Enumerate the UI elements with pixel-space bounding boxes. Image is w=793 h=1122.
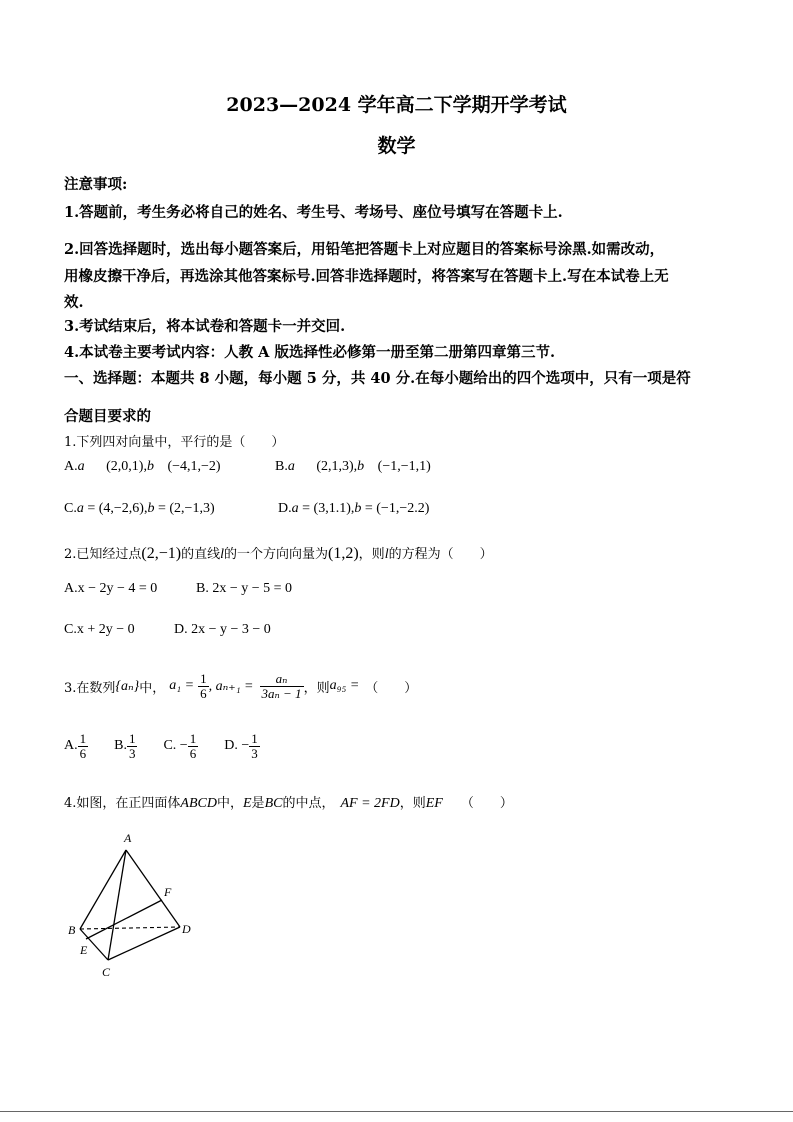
q1-c-label: C. bbox=[64, 501, 77, 516]
q4-stem-part-1: 4.如图，在正四面体 bbox=[64, 796, 181, 811]
q1-b-vec-a: (2,1,3) bbox=[316, 459, 354, 474]
q3-a1-den: 6 bbox=[200, 685, 207, 701]
q4-stem-part-5: ，则 bbox=[399, 796, 426, 811]
label-d: D bbox=[182, 922, 191, 936]
q4-condition: AF = 2FD bbox=[340, 796, 400, 811]
q3-stem-part-4: （ ） bbox=[365, 680, 418, 696]
q1-option-c: C.a = (4,−2,6),b = (2,−1,3) bbox=[64, 501, 215, 516]
q1-b-vec-b: (−1,−1,1) bbox=[377, 459, 431, 474]
q3-a-fraction bbox=[78, 732, 89, 760]
q1-option-b: B.a (2,1,3),b (−1,−1,1) bbox=[275, 459, 431, 474]
q4-stem bbox=[64, 792, 513, 812]
q3-options bbox=[64, 726, 260, 766]
q3-stem-part-2: 中， bbox=[139, 680, 166, 696]
q3-a1-fraction bbox=[198, 672, 209, 700]
note-2-line-3: 效. bbox=[64, 294, 84, 311]
q2-stem-part-5: 的方程为（ ） bbox=[388, 547, 493, 562]
q3-rec-den: 3aₙ − 1 bbox=[261, 685, 302, 701]
section-1-line-2: 合题目要求的 bbox=[64, 408, 151, 425]
q3-rec-num: aₙ bbox=[260, 672, 304, 687]
label-f: F bbox=[164, 885, 172, 899]
note-1: 1.答题前，考生务必将自己的姓名、考生号、考场号、座位号填写在答题卡上. bbox=[64, 204, 563, 221]
label-e: E bbox=[80, 943, 88, 957]
q4-stem-part-4: 的中点， bbox=[282, 796, 335, 811]
q2-option-a: A.x − 2y − 4 = 0 bbox=[64, 581, 158, 596]
q3-sequence: {aₙ} bbox=[115, 678, 140, 694]
note-4: 4.本试卷主要考试内容：人教 A 版选择性必修第一册至第二册第四章第三节. bbox=[64, 344, 556, 361]
q1-stem: 1.下列四对向量中，平行的是（ ） bbox=[64, 435, 285, 450]
q1-a-vec-b: (−4,1,−2) bbox=[167, 459, 221, 474]
q2-stem-part-1: 2.已知经过点 bbox=[64, 547, 142, 562]
q2-option-d: D. 2x − y − 3 − 0 bbox=[174, 622, 271, 637]
q3-c-num: 1 bbox=[189, 730, 197, 746]
q3-c-den: 6 bbox=[189, 745, 197, 761]
q1-a-label: A. bbox=[64, 459, 78, 474]
q3-c-fraction bbox=[188, 732, 199, 760]
edge-ad bbox=[126, 850, 180, 927]
q3-recurrence: , aₙ₊₁ = bbox=[208, 678, 254, 694]
q2-stem-part-2: 的直线 bbox=[181, 547, 221, 562]
q2-option-c: C.x + 2y − 0 bbox=[64, 622, 135, 637]
section-1-line-1: 一、选择题：本题共 8 小题，每小题 5 分，共 40 分.在每小题给出的四个选项中，只有一项是符 bbox=[64, 370, 691, 387]
q4-segment-bc: BC bbox=[264, 796, 283, 811]
notes-heading: 注意事项: bbox=[64, 176, 128, 193]
q4-target: EF bbox=[425, 796, 443, 811]
q2-option-b: B. 2x − y − 5 = 0 bbox=[196, 581, 293, 596]
q3-b-fraction bbox=[127, 732, 138, 760]
q1-d-label: D. bbox=[278, 501, 292, 516]
q1-option-d: D.a = (3,1.1),b = (−1,−2.2) bbox=[278, 501, 430, 516]
q4-point-e: E bbox=[242, 796, 252, 811]
subject-title: 数学 bbox=[377, 135, 416, 157]
q3-stem-part-3: ，则 bbox=[303, 680, 330, 696]
q2-stem-part-4: ，则 bbox=[358, 547, 385, 562]
q3-d-den: 3 bbox=[251, 745, 258, 761]
q2-point: (2,−1) bbox=[141, 545, 182, 562]
q3-a-den: 6 bbox=[79, 745, 87, 761]
q2-line-var-2: l bbox=[384, 547, 389, 562]
label-c: C bbox=[102, 965, 111, 979]
q3-stem bbox=[64, 666, 417, 706]
q3-a1: a₁ = bbox=[169, 678, 195, 693]
note-2-line-1: 2.回答选择题时，选出每小题答案后，用铅笔把答题卡上对应题目的答案标号涂黑.如需改动， bbox=[64, 241, 665, 258]
q1-a-vec-a: (2,0,1) bbox=[106, 459, 144, 474]
q1-b-label: B. bbox=[275, 459, 288, 474]
segment-ef bbox=[86, 900, 162, 939]
q1-d-vec-b: (−1,−2.2) bbox=[376, 501, 430, 516]
q3-d-num: 1 bbox=[251, 730, 258, 746]
label-b: B bbox=[68, 923, 76, 937]
q3-b-label: B. bbox=[114, 738, 127, 753]
q2-line-var: l bbox=[220, 547, 224, 562]
q1-c-vec-a: (4,−2,6) bbox=[98, 501, 144, 516]
q3-target: a₉₅ = bbox=[329, 678, 360, 693]
q3-d-fraction bbox=[249, 732, 260, 760]
q1-c-vec-b: (2,−1,3) bbox=[169, 501, 215, 516]
q1-d-vec-a: (3,1.1) bbox=[313, 501, 351, 516]
q2-direction: (1,2) bbox=[328, 545, 359, 562]
q3-a1-num: 1 bbox=[200, 670, 207, 686]
tetrahedron-figure bbox=[60, 826, 220, 981]
q3-recurrence-fraction bbox=[260, 672, 304, 700]
q3-c-label: C. − bbox=[163, 738, 188, 753]
q3-a-label: A. bbox=[64, 738, 78, 753]
label-a: A bbox=[124, 831, 132, 845]
edge-bd-hidden bbox=[80, 927, 180, 929]
q3-b-den: 3 bbox=[128, 745, 136, 761]
q2-stem bbox=[64, 543, 493, 563]
q4-stem-part-3: 是 bbox=[251, 796, 265, 811]
note-3: 3.考试结束后，将本试卷和答题卡一并交回. bbox=[64, 318, 346, 335]
page-bottom-divider bbox=[0, 1111, 793, 1112]
q1-option-a: A.a (2,0,1),b (−4,1,−2) bbox=[64, 459, 221, 474]
exam-title: 2023—2024 学年高二下学期开学考试 bbox=[226, 94, 567, 116]
q3-a-num: 1 bbox=[79, 730, 87, 746]
q3-b-num: 1 bbox=[128, 730, 136, 746]
q3-stem-part-1: 3.在数列 bbox=[64, 680, 116, 696]
q4-solid: ABCD bbox=[180, 796, 217, 811]
q2-stem-part-3: 的一个方向向量为 bbox=[224, 547, 329, 562]
q4-stem-part-2: 中， bbox=[216, 796, 243, 811]
edge-cd bbox=[108, 927, 180, 960]
q4-stem-part-6: （ ） bbox=[460, 796, 513, 811]
q3-d-label: D. − bbox=[224, 738, 250, 753]
note-2-line-2: 用橡皮擦干净后，再选涂其他答案标号.回答非选择题时，将答案写在答题卡上.写在本试卷上无 bbox=[64, 268, 669, 285]
